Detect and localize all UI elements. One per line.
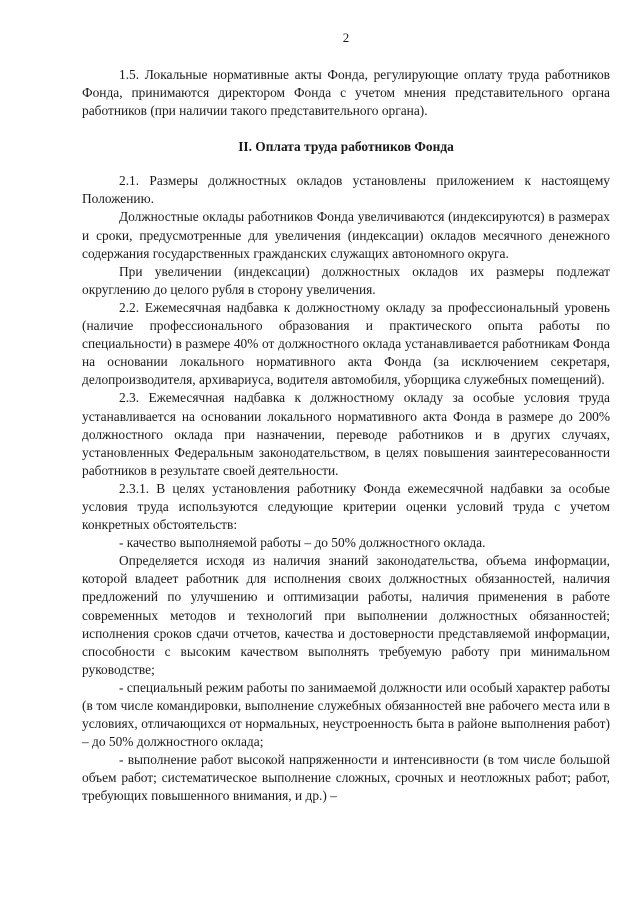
paragraph-2-1: 2.1. Размеры должностных окладов установлены приложением к настоящему Положению.: [82, 173, 610, 207]
section-title: II. Оплата труда работников Фонда: [238, 139, 454, 155]
paragraph-1-5: 1.5. Локальные нормативные акты Фонда, регулирующие оплату труда работников Фонда, принимаются директором Фонда с учетом мнения представительного органа работников (при наличии такого представительного органа).: [82, 67, 610, 119]
paragraph-2-1-rounding: При увеличении (индексации) должностных окладов их размеры подлежат округлению до целого рубля в сторону увеличения.: [82, 263, 610, 297]
list-item-high-intensity: - выполнение работ высокой напряженности и интенсивности (в том числе большой объем работ; систематическое выполнение сложных, срочных и неотложных работ; работ, требующих повышенного внимания, и др.) –: [82, 752, 610, 804]
list-item-quality: - качество выполняемой работы – до 50% должностного оклада.: [119, 535, 486, 551]
paragraph-2-2: 2.2. Ежемесячная надбавка к должностному окладу за профессиональный уровень (наличие профессионального образования и практического опыта работы по специальности) в размере 40% от должностного оклада устанавливается работникам Фонда на основании локального нормативного акта Фонда (за исключением секретаря, делопроизводителя, архивариуса, водителя автомобиля, уборщика служебных помещений).: [82, 299, 610, 388]
list-item-special-mode: - специальный режим работы по занимаемой должности или особый характер работы (в том числе командировки, выполнение служебных обязанностей вне рабочего места или в условиях, отличающихся от нормальных, неустроенность быта в районе выполнения работ) – до 50% должностного оклада;: [82, 679, 610, 750]
paragraph-2-3-1: 2.3.1. В целях установления работнику Фонда ежемесячной надбавки за особые условия труда используются следующие критерии оценки условий труда с учетом конкретных обстоятельств:: [82, 480, 610, 533]
paragraph-2-3: 2.3. Ежемесячная надбавка к должностному окладу за особые условия труда устанавливается на основании локального нормативного акта Фонда в размере до 200% должностного оклада при назначении, переводе работников и в других случаях, установленных Федеральным законодательством, в целях повышения заинтересованности работников в результате своей деятельности.: [82, 390, 610, 478]
paragraph-determination: Определяется исходя из наличия знаний законодательства, объема информации, которой владеет работник для исполнения своих должностных обязанностей, наличия предложений по улучшению и оптимизации работы, наличия применения в работе современных методов и технологий при выполнении должностных обязанностей; исполнения сроков сдачи отчетов, качества и достоверности представляемой информации, способности с высоким качеством выполнять требуемую работу при минимальном руководстве;: [82, 553, 610, 677]
page-number: 2: [342, 30, 350, 45]
paragraph-2-1-indexation: Должностные оклады работников Фонда увеличиваются (индексируются) в размерах и сроки, предусмотренные для увеличения (индексации) окладов месячного денежного содержания государственных гражданских служащих автономного округа.: [82, 209, 610, 261]
